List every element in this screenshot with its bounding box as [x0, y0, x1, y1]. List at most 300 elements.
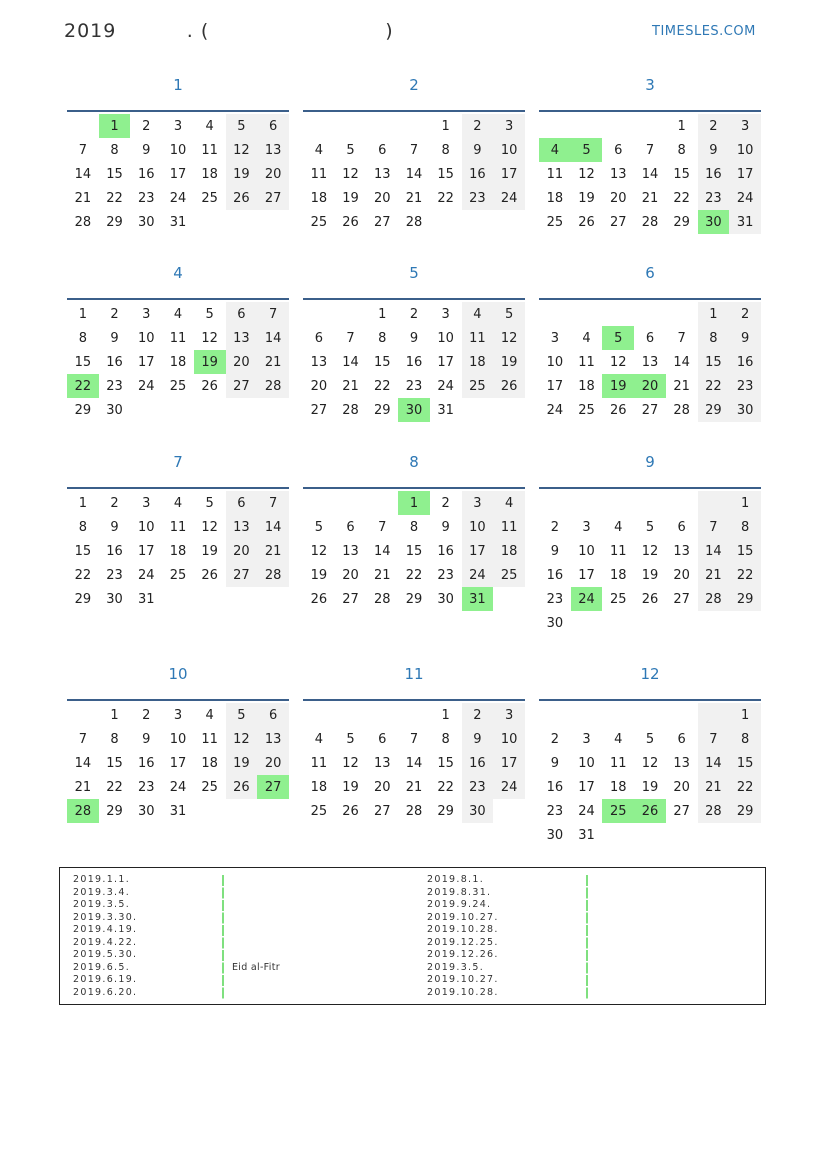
day-cell: 27 [373, 803, 391, 819]
day-cell: 17 [578, 779, 595, 795]
week-row [539, 563, 761, 587]
day-cell: 15 [673, 166, 690, 182]
day-cell: 16 [546, 779, 564, 795]
brand-link[interactable]: TIMESLES.COM [652, 24, 756, 39]
day-cell: 17 [137, 543, 155, 559]
day-cell: 2 [550, 731, 559, 747]
empty-cell [398, 703, 430, 727]
day-cell: 18 [169, 354, 187, 370]
day-cell: 12 [310, 543, 328, 559]
day-cell: 9 [142, 142, 151, 158]
empty-cell [493, 210, 525, 234]
day-cell: 10 [546, 354, 564, 370]
empty-cell [571, 114, 603, 138]
day-cell: 30 [729, 398, 761, 422]
week-row [539, 727, 761, 751]
day-cell: 25 [169, 567, 187, 583]
day-cell: 9 [462, 727, 494, 751]
empty-cell [335, 491, 367, 515]
day-cell: 15 [74, 543, 92, 559]
day-cell: 11 [169, 519, 187, 535]
week-row [303, 799, 525, 823]
month-name: 4 [173, 264, 183, 282]
day-cell: 14 [74, 755, 92, 771]
day-cell: 29 [373, 402, 391, 418]
day-cell: 30 [437, 591, 454, 607]
day-cell: 23 [137, 190, 155, 206]
day-cell: 17 [462, 539, 494, 563]
month-name: 1 [173, 76, 183, 94]
day-cell: 7 [698, 515, 730, 539]
day-cell: 6 [226, 491, 258, 515]
day-cell: 5 [645, 519, 655, 535]
day-cell: 27 [226, 374, 258, 398]
week-row [303, 398, 525, 422]
day-cell: 5 [493, 302, 525, 326]
week-row [539, 823, 761, 847]
month-days-table [539, 703, 761, 847]
day-cell: 1 [729, 491, 761, 515]
month-divider [303, 487, 525, 489]
week-row [539, 326, 761, 350]
holiday-day: 28 [67, 799, 99, 823]
day-cell: 31 [137, 591, 155, 607]
day-cell: 26 [493, 374, 525, 398]
day-cell: 11 [201, 142, 218, 158]
day-cell: 22 [106, 190, 123, 206]
day-cell: 15 [106, 166, 123, 182]
legend-date: 2019.12.26. [427, 949, 499, 960]
day-cell: 23 [546, 803, 564, 819]
day-cell: 18 [546, 190, 564, 206]
empty-cell [257, 210, 289, 234]
day-cell: 28 [257, 374, 289, 398]
day-cell: 6 [677, 519, 686, 535]
day-cell: 18 [169, 543, 187, 559]
day-cell: 16 [546, 567, 564, 583]
holiday-day: 30 [398, 398, 430, 422]
day-cell: 10 [169, 731, 187, 747]
legend-date: 2019.3.30. [73, 911, 138, 923]
day-cell: 14 [257, 326, 289, 350]
holiday-day: 25 [602, 799, 634, 823]
day-cell: 1 [698, 302, 730, 326]
empty-cell [226, 210, 258, 234]
month-divider [303, 110, 525, 112]
week-row [539, 799, 761, 823]
empty-cell [634, 114, 666, 138]
day-cell: 2 [462, 703, 494, 727]
legend-date: 2019.5.30. [73, 949, 138, 960]
day-cell: 24 [462, 563, 494, 587]
day-cell: 5 [226, 703, 258, 727]
day-cell: 11 [462, 326, 494, 350]
day-cell: 21 [74, 190, 92, 206]
day-cell: 15 [437, 166, 454, 182]
empty-cell [194, 210, 226, 234]
day-cell: 27 [373, 214, 391, 230]
day-cell: 20 [373, 779, 391, 795]
week-row [539, 114, 761, 138]
day-cell: 12 [641, 755, 659, 771]
day-cell: 26 [342, 803, 359, 819]
legend-date: 2019.3.5. [427, 961, 485, 973]
day-cell: 19 [641, 567, 659, 583]
day-cell: 21 [74, 779, 92, 795]
week-row [539, 751, 761, 775]
day-cell: 24 [493, 186, 525, 210]
day-cell: 9 [698, 138, 730, 162]
day-cell: 22 [729, 775, 761, 799]
legend-date: 2019.10.27. [427, 974, 499, 985]
holiday-legend [59, 867, 766, 1005]
day-cell: 28 [673, 402, 690, 418]
legend-date: 2019.10.28. [427, 986, 499, 998]
day-cell: 17 [493, 751, 525, 775]
day-cell: 25 [310, 803, 328, 819]
day-cell: 1 [729, 703, 761, 727]
day-cell: 7 [677, 330, 686, 346]
empty-cell [539, 114, 571, 138]
empty-cell [602, 114, 634, 138]
day-cell: 20 [310, 378, 328, 394]
empty-cell [634, 491, 666, 515]
holiday-day: 30 [698, 210, 730, 234]
day-cell: 18 [310, 190, 328, 206]
day-cell: 4 [614, 519, 623, 535]
holiday-day: 27 [257, 775, 289, 799]
day-cell: 9 [462, 138, 494, 162]
legend-date: 2019.8.31. [427, 886, 492, 898]
month-name: 10 [168, 665, 188, 683]
month-divider [67, 298, 289, 300]
day-cell: 16 [462, 751, 494, 775]
day-cell: 29 [74, 402, 92, 418]
legend-date: 2019.3.5. [73, 899, 131, 910]
day-cell: 26 [641, 591, 659, 607]
day-cell: 3 [462, 491, 494, 515]
day-cell: 9 [409, 330, 419, 346]
empty-cell [571, 491, 603, 515]
week-row [303, 302, 525, 326]
day-cell: 8 [441, 731, 450, 747]
month-11 [303, 659, 525, 823]
day-cell: 2 [409, 306, 419, 322]
month-days-table [539, 491, 761, 635]
empty-cell [698, 611, 730, 635]
month-name: 12 [640, 665, 660, 683]
day-cell: 29 [437, 803, 454, 819]
day-cell: 22 [673, 190, 690, 206]
week-row [303, 727, 525, 751]
day-cell: 5 [346, 731, 355, 747]
day-cell: 8 [729, 727, 761, 751]
day-cell: 18 [462, 350, 494, 374]
day-cell: 24 [729, 186, 761, 210]
week-row [67, 326, 289, 350]
day-cell: 10 [169, 142, 187, 158]
empty-cell [493, 587, 525, 611]
week-row [67, 751, 289, 775]
day-cell: 5 [645, 731, 655, 747]
legend-marker-left [222, 875, 224, 999]
day-cell: 16 [729, 350, 761, 374]
week-row [67, 703, 289, 727]
empty-cell [729, 611, 761, 635]
day-cell: 6 [378, 142, 387, 158]
holiday-day: 1 [99, 114, 131, 138]
day-cell: 27 [673, 591, 690, 607]
legend-date: 2019.8.1. [427, 874, 485, 885]
day-cell: 15 [373, 354, 391, 370]
month-divider [303, 699, 525, 701]
day-cell: 16 [405, 354, 423, 370]
week-row [67, 350, 289, 374]
holiday-day: 22 [67, 374, 99, 398]
day-cell: 15 [729, 539, 761, 563]
legend-date: 2019.6.5. [73, 961, 131, 973]
month-name: 3 [645, 76, 655, 94]
month-name: 7 [173, 453, 183, 471]
legend-date: 2019.4.22. [73, 936, 138, 948]
day-cell: 12 [493, 326, 525, 350]
day-cell: 31 [578, 827, 595, 843]
day-cell: 20 [673, 567, 690, 583]
day-cell: 19 [201, 543, 218, 559]
week-row [67, 727, 289, 751]
day-cell: 9 [142, 731, 151, 747]
week-row [539, 611, 761, 635]
month-divider [539, 298, 761, 300]
day-cell: 12 [201, 330, 218, 346]
day-cell: 13 [226, 515, 258, 539]
week-row [67, 587, 289, 611]
day-cell: 2 [441, 495, 450, 511]
day-cell: 23 [729, 374, 761, 398]
day-cell: 11 [310, 755, 328, 771]
day-cell: 7 [346, 330, 355, 346]
day-cell: 14 [641, 166, 659, 182]
page-title: 2019 . ( ) [64, 20, 394, 42]
day-cell: 22 [373, 378, 391, 394]
empty-cell [698, 491, 730, 515]
day-cell: 30 [106, 591, 123, 607]
day-cell: 12 [226, 138, 258, 162]
legend-date: 2019.10.28. [427, 924, 499, 935]
day-cell: 8 [677, 142, 686, 158]
day-cell: 10 [462, 515, 494, 539]
empty-cell [257, 398, 289, 422]
week-row [67, 775, 289, 799]
week-row [67, 539, 289, 563]
holiday-day: 31 [462, 587, 494, 611]
week-row [67, 186, 289, 210]
week-row [303, 491, 525, 515]
month-name: 8 [409, 453, 419, 471]
empty-cell [226, 587, 258, 611]
day-cell: 19 [226, 162, 258, 186]
month-divider [67, 487, 289, 489]
day-cell: 9 [441, 519, 450, 535]
week-row [539, 138, 761, 162]
day-cell: 7 [78, 142, 87, 158]
month-days-table [303, 491, 525, 611]
empty-cell [462, 210, 494, 234]
week-row [539, 186, 761, 210]
day-cell: 25 [462, 374, 494, 398]
day-cell: 4 [493, 491, 525, 515]
month-7 [67, 447, 289, 611]
day-cell: 27 [342, 591, 359, 607]
day-cell: 26 [609, 402, 627, 418]
holiday-day: 4 [539, 138, 571, 162]
empty-cell [303, 114, 335, 138]
day-cell: 3 [142, 306, 151, 322]
empty-cell [602, 302, 634, 326]
empty-cell [366, 491, 398, 515]
day-cell: 31 [437, 402, 454, 418]
day-cell: 13 [673, 755, 690, 771]
day-cell: 6 [257, 114, 289, 138]
day-cell: 14 [698, 539, 730, 563]
empty-cell [698, 823, 730, 847]
day-cell: 12 [201, 519, 218, 535]
day-cell: 22 [729, 563, 761, 587]
week-row [67, 138, 289, 162]
day-cell: 18 [609, 567, 627, 583]
day-cell: 29 [729, 799, 761, 823]
day-cell: 2 [462, 114, 494, 138]
day-cell: 3 [729, 114, 761, 138]
empty-cell [194, 799, 226, 823]
day-cell: 8 [110, 142, 119, 158]
holiday-day: 24 [571, 587, 603, 611]
day-cell: 2 [110, 495, 119, 511]
month-10 [67, 659, 289, 823]
day-cell: 29 [74, 591, 92, 607]
month-name: 9 [645, 453, 655, 471]
day-cell: 13 [226, 326, 258, 350]
day-cell: 27 [310, 402, 328, 418]
empty-cell [194, 587, 226, 611]
legend-dates-right [427, 874, 499, 999]
day-cell: 23 [698, 186, 730, 210]
month-days-table [303, 703, 525, 823]
day-cell: 15 [74, 354, 92, 370]
day-cell: 29 [106, 214, 123, 230]
day-cell: 13 [257, 138, 289, 162]
day-cell: 4 [173, 306, 183, 322]
day-cell: 5 [346, 142, 355, 158]
empty-cell [602, 823, 634, 847]
day-cell: 8 [78, 330, 87, 346]
holiday-day: 19 [602, 374, 634, 398]
month-days-table [303, 302, 525, 422]
week-row [303, 515, 525, 539]
empty-cell [303, 491, 335, 515]
day-cell: 6 [378, 731, 387, 747]
day-cell: 4 [314, 142, 323, 158]
day-cell: 24 [578, 803, 595, 819]
week-row [303, 326, 525, 350]
day-cell: 1 [378, 306, 387, 322]
empty-cell [602, 491, 634, 515]
day-cell: 24 [169, 190, 187, 206]
day-cell: 14 [74, 166, 92, 182]
day-cell: 26 [578, 214, 595, 230]
day-cell: 18 [201, 166, 218, 182]
legend-marker-right [586, 875, 588, 999]
day-cell: 1 [441, 707, 450, 723]
day-cell: 16 [137, 166, 155, 182]
day-cell: 2 [142, 707, 151, 723]
month-days-table [539, 114, 761, 234]
day-cell: 16 [137, 755, 155, 771]
day-cell: 31 [729, 210, 761, 234]
empty-cell [335, 703, 367, 727]
month-days-table [67, 703, 289, 823]
day-cell: 29 [698, 398, 730, 422]
day-cell: 14 [405, 755, 423, 771]
day-cell: 14 [373, 543, 391, 559]
day-cell: 25 [578, 402, 595, 418]
day-cell: 20 [673, 779, 690, 795]
day-cell: 13 [609, 166, 627, 182]
month-divider [539, 487, 761, 489]
week-row [67, 210, 289, 234]
week-row [539, 539, 761, 563]
day-cell: 26 [201, 378, 218, 394]
day-cell: 26 [342, 214, 359, 230]
empty-cell [666, 302, 698, 326]
day-cell: 8 [110, 731, 119, 747]
day-cell: 17 [169, 755, 187, 771]
day-cell: 6 [314, 330, 323, 346]
day-cell: 14 [405, 166, 423, 182]
day-cell: 8 [378, 330, 387, 346]
day-cell: 7 [645, 142, 655, 158]
day-cell: 17 [437, 354, 454, 370]
week-row [539, 703, 761, 727]
day-cell: 6 [346, 519, 355, 535]
day-cell: 13 [373, 755, 391, 771]
empty-cell [162, 587, 194, 611]
month-8 [303, 447, 525, 611]
legend-dates-left [73, 874, 137, 999]
day-cell: 21 [673, 378, 690, 394]
week-row [303, 186, 525, 210]
month-9 [539, 447, 761, 635]
day-cell: 24 [137, 378, 155, 394]
day-cell: 2 [142, 118, 151, 134]
empty-cell [194, 398, 226, 422]
week-row [539, 302, 761, 326]
day-cell: 22 [437, 779, 454, 795]
day-cell: 15 [729, 751, 761, 775]
week-row [303, 587, 525, 611]
day-cell: 3 [142, 495, 151, 511]
day-cell: 23 [462, 186, 494, 210]
day-cell: 9 [550, 543, 559, 559]
day-cell: 21 [257, 539, 289, 563]
day-cell: 8 [78, 519, 87, 535]
empty-cell [462, 398, 494, 422]
day-cell: 9 [110, 519, 119, 535]
empty-cell [539, 703, 571, 727]
day-cell: 5 [205, 306, 214, 322]
day-cell: 8 [409, 519, 419, 535]
day-cell: 30 [546, 827, 564, 843]
